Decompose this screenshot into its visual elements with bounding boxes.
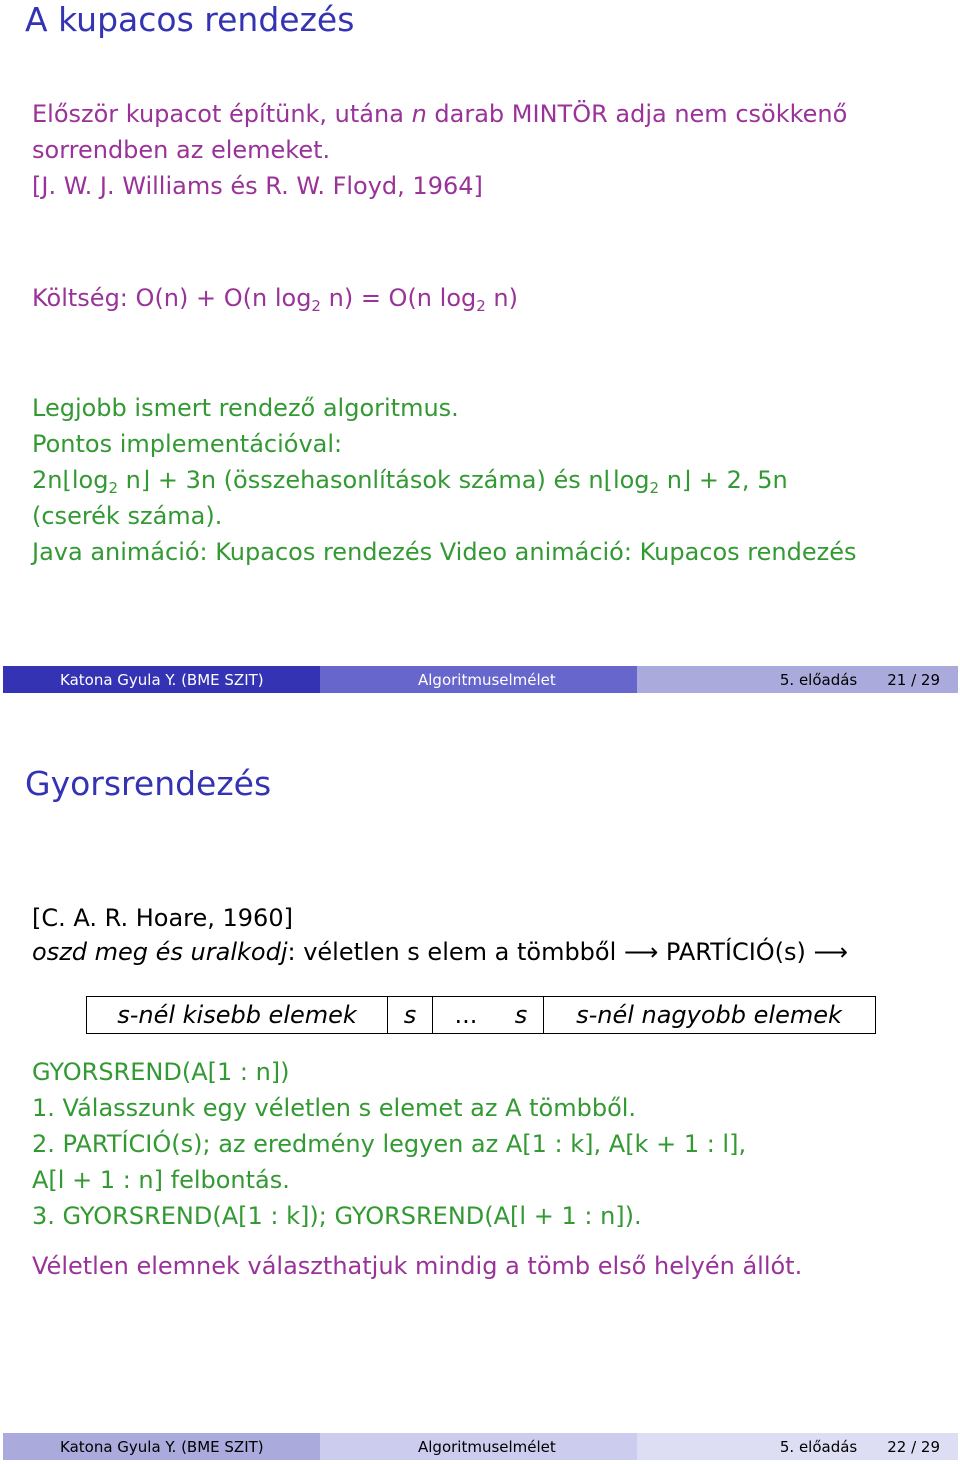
divide-rest: : véletlen s elem a tömbből ⟶ PARTÍCIÓ(s) ⟶ bbox=[287, 938, 848, 966]
footer-lecture: 5. előadás 21 / 29 bbox=[637, 666, 958, 693]
partition-diagram bbox=[86, 996, 876, 1034]
intro-line-2: sorrendben az elemeket. bbox=[32, 136, 331, 164]
algo-header: GYORSREND(A[1 : n]) bbox=[32, 1058, 290, 1086]
footer-bar bbox=[3, 666, 958, 693]
swaps-line: (cserék száma). bbox=[32, 502, 223, 530]
footer-bar bbox=[3, 1433, 958, 1460]
precise-line: Pontos implementációval: bbox=[32, 430, 343, 458]
cost-label: Költség: bbox=[32, 284, 128, 312]
intro-var-n: n bbox=[411, 100, 427, 128]
footer-page-number: 22 / 29 bbox=[887, 1437, 940, 1456]
step-1: 1. Válasszunk egy véletlen s elemet az A tömbből. bbox=[32, 1094, 637, 1122]
citation: [C. A. R. Hoare, 1960] bbox=[32, 904, 293, 932]
divide-line bbox=[32, 938, 848, 966]
animation-line[interactable]: Java animáció: Kupacos rendezés Video animáció: Kupacos rendezés bbox=[32, 538, 857, 566]
intro-text-a: Először kupacot építünk, utána bbox=[32, 100, 412, 128]
best-line: Legjobb ismert rendező algoritmus. bbox=[32, 394, 459, 422]
step-3: 3. GYORSREND(A[1 : k]); GYORSREND(A[l + 1 : n]). bbox=[32, 1202, 642, 1230]
footer-course: Algoritmuselmélet bbox=[320, 1433, 637, 1460]
slide-21 bbox=[0, 0, 960, 700]
slide-22 bbox=[0, 734, 960, 1464]
step-2-cont: A[l + 1 : n] felbontás. bbox=[32, 1166, 290, 1194]
remark: Véletlen elemnek választhatjuk mindig a tömb első helyén állót. bbox=[32, 1252, 803, 1280]
cost-formula: O(n) + O(n $\log_2 n) = O(n$ $\log_2 n$) bbox=[135, 284, 518, 315]
footer-author: Katona Gyula Y. (BME SZIT) bbox=[3, 1433, 320, 1460]
footer-page-number: 21 / 29 bbox=[887, 670, 940, 689]
footer-author: Katona Gyula Y. (BME SZIT) bbox=[3, 666, 320, 693]
slide-title: Gyorsrendezés bbox=[25, 764, 272, 803]
cost-line bbox=[32, 284, 518, 315]
partition-greater: s-nél nagyobb elemek bbox=[576, 1001, 842, 1029]
footer-course: Algoritmuselmélet bbox=[320, 666, 637, 693]
citation: [J. W. J. Williams és R. W. Floyd, 1964] bbox=[32, 172, 483, 200]
divide-italic: oszd meg és uralkodj bbox=[32, 938, 288, 966]
step-2: 2. PARTÍCIÓ(s); az eredmény legyen az A[1 : k], A[k + 1 : l], bbox=[32, 1130, 747, 1158]
partition-ellipsis: ... bbox=[454, 1001, 478, 1029]
intro-line-1 bbox=[32, 100, 847, 128]
partition-s-left: s bbox=[388, 997, 433, 1033]
slide-title: A kupacos rendezés bbox=[25, 0, 355, 39]
footer-lecture: 5. előadás 22 / 29 bbox=[637, 1433, 958, 1460]
intro-text-b: darab MINTÖR adja nem csökkenő bbox=[426, 100, 848, 128]
partition-smaller: s-nél kisebb elemek bbox=[87, 997, 388, 1033]
formula-line: $2n⌊\log_2$ n⌋ + 3n (összehasonlítások száma) és $n⌊\log_2$ n⌋ + 2, 5n bbox=[32, 466, 788, 497]
partition-s-right: s bbox=[499, 997, 544, 1033]
